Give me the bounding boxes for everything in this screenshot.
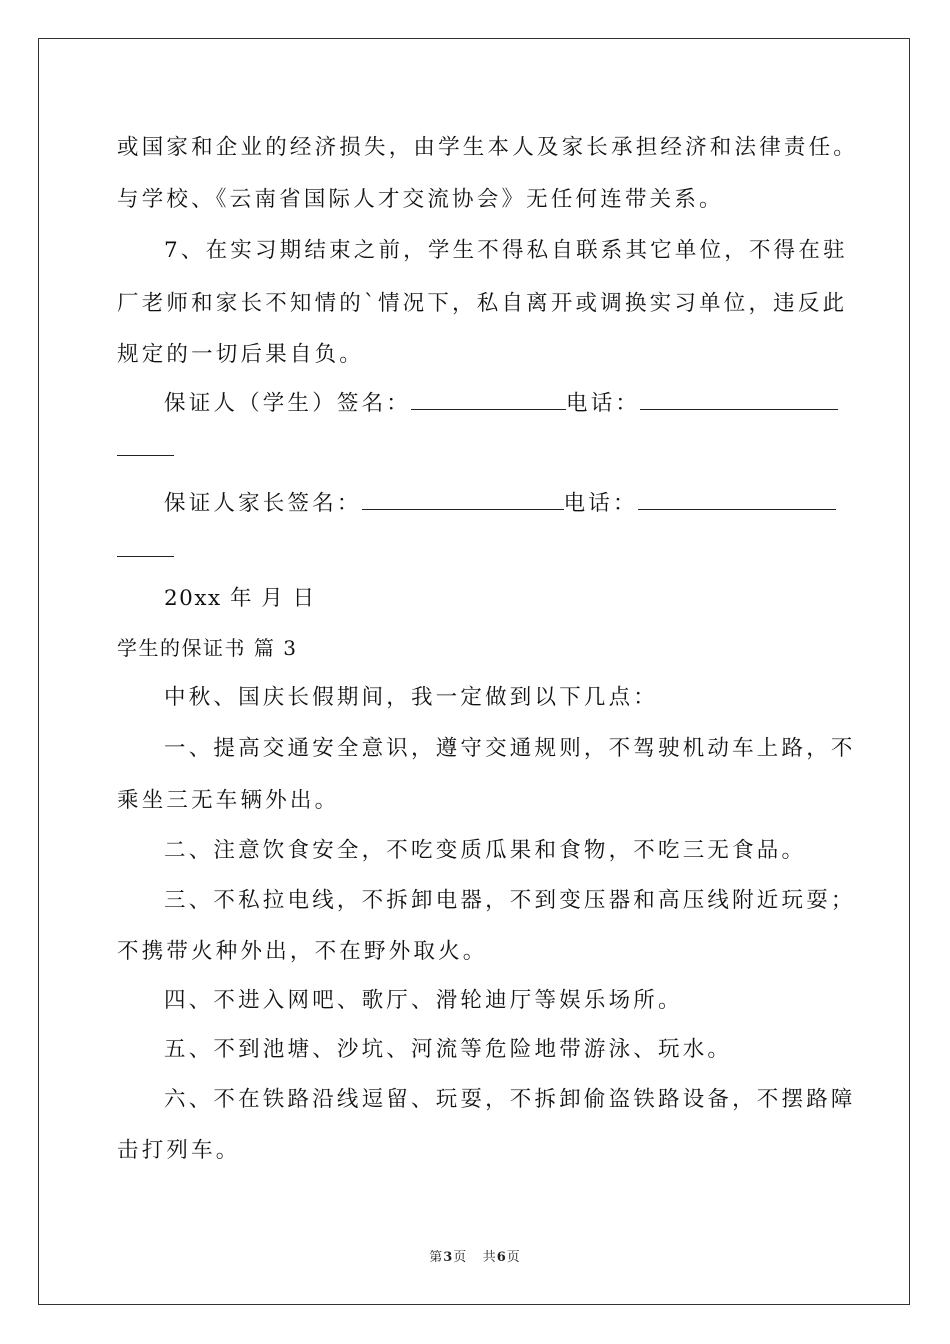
phone-label: 电话： <box>563 491 638 516</box>
parent-signature-row <box>164 485 836 519</box>
date-line: 20xx 年 月 日 <box>164 586 316 611</box>
parent-signature-label: 保证人家长签名： <box>164 491 362 516</box>
parent-phone-field[interactable] <box>638 485 836 510</box>
text-line: 或国家和企业的经济损失，由学生本人及家长承担经济和法律责任。 <box>117 135 859 160</box>
text-line: 三、不私拉电线，不拆卸电器，不到变压器和高压线附近玩耍； <box>164 888 856 913</box>
text-line: 与学校、《云南省国际人才交流协会》无任何连带关系。 <box>117 187 724 212</box>
text-line: 四、不进入网吧、歌厅、滑轮迪厅等娱乐场所。 <box>164 988 683 1013</box>
text-line: 厂老师和家长不知情的`情况下，私自离开或调换实习单位，违反此 <box>117 291 848 316</box>
text-line: 二、注意饮食安全，不吃变质瓜果和食物，不吃三无食品。 <box>164 838 807 863</box>
phone-label: 电话： <box>566 391 641 416</box>
current-page: 3 <box>443 1250 454 1265</box>
student-signature-field[interactable] <box>411 385 566 410</box>
parent-phone-field-continuation <box>117 556 174 557</box>
text-line: 乘坐三无车辆外出。 <box>117 788 340 813</box>
student-signature-row <box>164 385 838 419</box>
student-signature-label: 保证人（学生）签名： <box>164 391 412 416</box>
section-heading: 学生的保证书 篇 3 <box>117 636 298 660</box>
text-line: 不携带火种外出，不在野外取火。 <box>117 939 488 964</box>
page-number <box>0 1246 950 1265</box>
text-line: 击打列车。 <box>117 1138 241 1163</box>
page-prefix: 第 <box>429 1250 444 1265</box>
page-suffix: 页 <box>506 1250 521 1265</box>
parent-signature-field[interactable] <box>362 485 564 510</box>
text-line: 一、提高交通安全意识，遵守交通规则，不驾驶机动车上路，不 <box>164 736 856 761</box>
text-line: 中秋、国庆长假期间，我一定做到以下几点： <box>164 685 659 710</box>
student-phone-field-continuation <box>117 455 174 456</box>
text-line: 五、不到池塘、沙坑、河流等危险地带游泳、玩水。 <box>164 1037 733 1062</box>
text-line: 六、不在铁路沿线逗留、玩耍，不拆卸偷盗铁路设备，不摆路障 <box>164 1087 856 1112</box>
text-line: 7、在实习期结束之前，学生不得私自联系其它单位，不得在驻 <box>164 238 848 263</box>
student-phone-field[interactable] <box>640 385 838 410</box>
page-mid: 页 共 <box>453 1250 497 1265</box>
text-line: 规定的一切后果自负。 <box>117 342 365 367</box>
total-pages: 6 <box>496 1250 507 1265</box>
